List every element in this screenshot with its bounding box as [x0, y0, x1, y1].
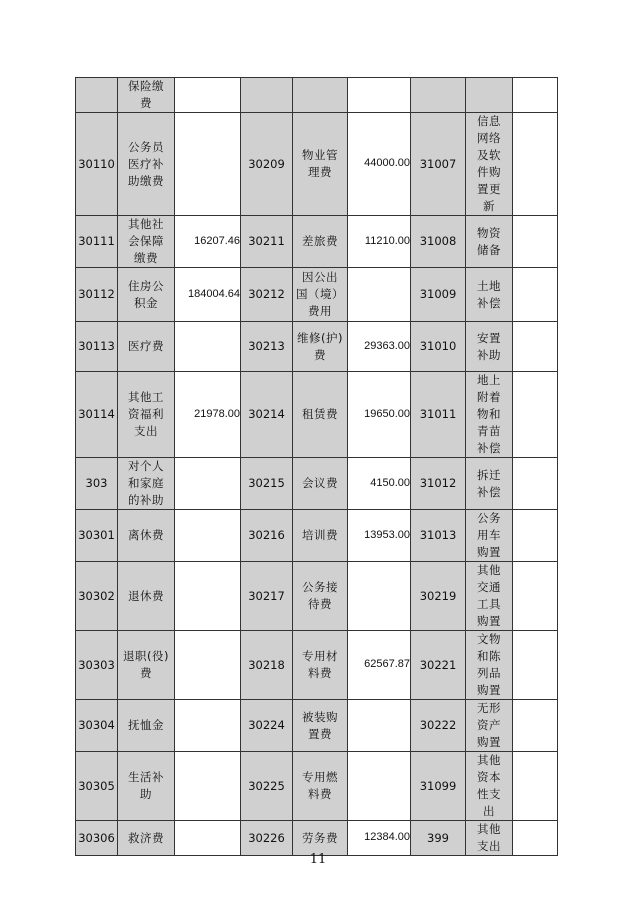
- amount-cell: [513, 458, 558, 510]
- table-row: [76, 458, 558, 510]
- expense-name: 专用燃 料费: [302, 770, 338, 801]
- amount-value: [175, 95, 240, 96]
- expense-code-cell: [76, 78, 118, 113]
- expense-name-cell: [118, 458, 175, 510]
- expense-name: 其他 交通 工具 购置: [477, 563, 501, 628]
- expense-name: 生活补 助: [128, 770, 164, 801]
- amount-value: [175, 596, 240, 597]
- expense-code-cell: 30222: [411, 700, 466, 752]
- expense-name-cell: [118, 268, 175, 322]
- expense-name-cell: [118, 821, 175, 856]
- amount-value: [513, 164, 557, 165]
- expense-name-cell: [293, 78, 348, 113]
- amount-value: [175, 346, 240, 347]
- amount-cell: [348, 562, 411, 631]
- amount-value: [513, 241, 557, 242]
- expense-name-cell: [118, 752, 175, 821]
- expense-code-cell: 30219: [411, 562, 466, 631]
- expense-code-cell: 30224: [241, 700, 293, 752]
- amount-value: [175, 786, 240, 787]
- amount-value: 11210.00: [364, 234, 410, 247]
- amount-cell: [348, 631, 411, 700]
- expense-name: 公务 用车 购置: [477, 511, 501, 559]
- amount-value: [513, 725, 557, 726]
- amount-value: [513, 596, 557, 597]
- expense-name: 土地 补偿: [477, 278, 501, 310]
- expense-code-cell: 31013: [411, 510, 466, 562]
- amount-value: [513, 483, 557, 484]
- expense-name-cell: [466, 631, 513, 700]
- amount-value: 19650.00: [364, 407, 410, 420]
- amount-cell: [175, 268, 241, 322]
- amount-cell: [513, 752, 558, 821]
- expense-name-cell: [293, 322, 348, 372]
- table-row: [76, 821, 558, 856]
- amount-cell: [175, 562, 241, 631]
- expense-name-cell: [118, 216, 175, 268]
- expense-code-cell: [241, 78, 293, 113]
- amount-cell: [513, 821, 558, 856]
- expense-name: 专用材 料费: [302, 649, 338, 680]
- table-row: [76, 322, 558, 372]
- expense-name: 地上 附着 物和 青苗 补偿: [477, 373, 501, 455]
- amount-value: [513, 535, 557, 536]
- expense-code-cell: 31099: [411, 752, 466, 821]
- amount-value: 21978.00: [194, 407, 240, 420]
- expense-name: 公务员 医疗补 助缴费: [128, 139, 164, 188]
- amount-cell: [175, 458, 241, 510]
- expense-name-cell: [293, 372, 348, 458]
- amount-cell: [348, 510, 411, 562]
- amount-value: [348, 786, 410, 787]
- expense-name: 其他社 会保障 缴费: [128, 217, 164, 265]
- expense-code-cell: 30302: [76, 562, 118, 631]
- amount-cell: [348, 322, 411, 372]
- expense-code-cell: 30113: [76, 322, 118, 372]
- amount-cell: [175, 78, 241, 113]
- expense-name-cell: [466, 78, 513, 113]
- table-row: [76, 631, 558, 700]
- expense-code-cell: 30221: [411, 631, 466, 700]
- amount-value: 62567.87: [364, 658, 410, 670]
- amount-cell: [175, 700, 241, 752]
- expense-name-cell: [293, 752, 348, 821]
- expense-name-cell: [118, 78, 175, 113]
- expense-name: 公务接 待费: [302, 580, 338, 611]
- expense-name-cell: [118, 372, 175, 458]
- amount-cell: [175, 821, 241, 856]
- expense-name-cell: [118, 631, 175, 700]
- expense-name: 会议费: [302, 476, 338, 490]
- expense-code-cell: 30114: [76, 372, 118, 458]
- amount-value: [513, 346, 557, 347]
- expense-name-cell: [118, 322, 175, 372]
- amount-cell: [348, 372, 411, 458]
- amount-value: [513, 838, 557, 839]
- amount-value: [513, 294, 557, 295]
- amount-cell: [348, 458, 411, 510]
- expense-code-cell: 30306: [76, 821, 118, 856]
- expense-name-cell: [466, 113, 513, 216]
- amount-value: 29363.00: [364, 339, 410, 352]
- expense-code-cell: 31008: [411, 216, 466, 268]
- expense-name: 其他工 资福利 支出: [128, 390, 164, 438]
- table-row: [76, 562, 558, 631]
- expense-code-cell: 31009: [411, 268, 466, 322]
- amount-cell: [348, 752, 411, 821]
- expense-name-cell: [118, 562, 175, 631]
- amount-cell: [348, 113, 411, 216]
- expense-code-cell: 30216: [241, 510, 293, 562]
- table-row: [76, 78, 558, 113]
- expense-code-cell: [411, 78, 466, 113]
- expense-name-cell: [118, 700, 175, 752]
- expense-code-cell: 30225: [241, 752, 293, 821]
- amount-cell: [513, 322, 558, 372]
- expense-name: 退休费: [128, 588, 164, 603]
- expense-name: 退职(役) 费: [123, 649, 169, 680]
- amount-value: [175, 665, 240, 666]
- budget-table: [75, 77, 558, 856]
- expense-code-cell: 30226: [241, 821, 293, 856]
- expense-name-cell: [466, 458, 513, 510]
- expense-name-cell: [466, 562, 513, 631]
- expense-code-cell: 30304: [76, 700, 118, 752]
- table-row: [76, 372, 558, 458]
- amount-cell: [348, 700, 411, 752]
- expense-code-cell: 303: [76, 458, 118, 510]
- amount-value: 16207.46: [194, 234, 240, 247]
- amount-value: [513, 786, 557, 787]
- expense-name: 救济费: [128, 830, 164, 845]
- expense-name: 安置 补助: [477, 330, 501, 362]
- amount-value: [513, 414, 557, 415]
- budget-table-body: [76, 78, 558, 856]
- amount-cell: [175, 372, 241, 458]
- amount-cell: [513, 631, 558, 700]
- table-row: [76, 510, 558, 562]
- expense-name-cell: [293, 510, 348, 562]
- expense-name-cell: [466, 700, 513, 752]
- expense-code-cell: 30217: [241, 562, 293, 631]
- expense-name: 对个人 和家庭 的补助: [128, 459, 164, 507]
- expense-code-cell: 30110: [76, 113, 118, 216]
- amount-cell: [348, 268, 411, 322]
- amount-value: [175, 725, 240, 726]
- expense-name-cell: [118, 510, 175, 562]
- expense-name-cell: [293, 821, 348, 856]
- expense-name: 被装购 置费: [302, 709, 338, 741]
- expense-name-cell: [293, 562, 348, 631]
- amount-value: [348, 596, 410, 597]
- expense-name-cell: [466, 268, 513, 322]
- amount-value: 184004.64: [188, 287, 240, 300]
- amount-value: 44000.00: [364, 157, 410, 169]
- expense-name-cell: [293, 458, 348, 510]
- page-number: 11: [309, 852, 327, 867]
- amount-value: [175, 838, 240, 839]
- amount-value: [348, 95, 410, 96]
- amount-cell: [513, 372, 558, 458]
- expense-name: 保险缴 费: [128, 79, 164, 110]
- expense-name-cell: [466, 510, 513, 562]
- amount-cell: [175, 113, 241, 216]
- expense-code-cell: 399: [411, 821, 466, 856]
- expense-name-cell: [293, 113, 348, 216]
- expense-code-cell: 30211: [241, 216, 293, 268]
- expense-name-cell: [466, 322, 513, 372]
- expense-name: 因公出 国（境） 费用: [296, 270, 344, 318]
- expense-name: 其他 资本 性支 出: [477, 753, 501, 818]
- amount-cell: [513, 78, 558, 113]
- amount-value: 13953.00: [364, 528, 410, 541]
- expense-name: 无形 资产 购置: [477, 701, 501, 749]
- expense-code-cell: 30215: [241, 458, 293, 510]
- table-row: [76, 113, 558, 216]
- expense-code-cell: 30301: [76, 510, 118, 562]
- amount-value: [175, 483, 240, 484]
- amount-value: [175, 164, 240, 165]
- amount-cell: [175, 752, 241, 821]
- amount-value: 4150.00: [370, 476, 410, 489]
- expense-code-cell: 30305: [76, 752, 118, 821]
- expense-code-cell: 30212: [241, 268, 293, 322]
- expense-name: 劳务费: [302, 830, 338, 845]
- expense-code-cell: 30209: [241, 113, 293, 216]
- amount-cell: [513, 700, 558, 752]
- expense-code-cell: 30218: [241, 631, 293, 700]
- expense-name: 信息 网络 及软 件购 置更 新: [477, 114, 501, 213]
- expense-code-cell: 30303: [76, 631, 118, 700]
- amount-cell: [513, 113, 558, 216]
- amount-cell: [513, 510, 558, 562]
- amount-cell: [175, 322, 241, 372]
- amount-cell: [513, 268, 558, 322]
- expense-name-cell: [118, 113, 175, 216]
- expense-name: 差旅费: [302, 234, 338, 248]
- amount-cell: [513, 562, 558, 631]
- expense-code-cell: 31012: [411, 458, 466, 510]
- expense-name: 物业管 理费: [302, 148, 338, 179]
- expense-code-cell: 30214: [241, 372, 293, 458]
- expense-code-cell: 30111: [76, 216, 118, 268]
- amount-value: [513, 95, 557, 96]
- amount-value: [513, 665, 557, 666]
- expense-code-cell: 31011: [411, 372, 466, 458]
- expense-code-cell: 31007: [411, 113, 466, 216]
- expense-name: 维修(护) 费: [297, 330, 343, 362]
- amount-cell: [348, 78, 411, 113]
- expense-code-cell: 30112: [76, 268, 118, 322]
- amount-cell: [348, 821, 411, 856]
- expense-name-cell: [466, 752, 513, 821]
- expense-name-cell: [466, 216, 513, 268]
- expense-name-cell: [293, 700, 348, 752]
- expense-code-cell: 30213: [241, 322, 293, 372]
- expense-name: 其他 支出: [477, 822, 501, 853]
- expense-name: 医疗费: [128, 339, 164, 353]
- expense-name-cell: [466, 821, 513, 856]
- amount-cell: [513, 216, 558, 268]
- amount-value: [348, 725, 410, 726]
- expense-name-cell: [466, 372, 513, 458]
- amount-value: 12384.00: [364, 831, 410, 843]
- expense-name: 租赁费: [302, 407, 338, 421]
- table-row: [76, 216, 558, 268]
- expense-name-cell: [293, 268, 348, 322]
- expense-name: 文物 和陈 列品 购置: [477, 632, 501, 697]
- table-row: [76, 268, 558, 322]
- expense-name: 住房公 积金: [128, 278, 164, 310]
- amount-value: [175, 535, 240, 536]
- table-row: [76, 700, 558, 752]
- amount-cell: [175, 510, 241, 562]
- amount-cell: [175, 631, 241, 700]
- expense-code-cell: 31010: [411, 322, 466, 372]
- expense-name: 抚恤金: [128, 718, 164, 732]
- expense-name: 培训费: [302, 528, 338, 542]
- table-row: [76, 752, 558, 821]
- expense-name: 物资 储备: [477, 225, 501, 257]
- expense-name: 拆迁 补偿: [477, 467, 501, 499]
- amount-cell: [175, 216, 241, 268]
- amount-cell: [348, 216, 411, 268]
- amount-value: [348, 294, 410, 295]
- expense-name-cell: [293, 216, 348, 268]
- expense-name: 离休费: [128, 528, 164, 542]
- expense-name-cell: [293, 631, 348, 700]
